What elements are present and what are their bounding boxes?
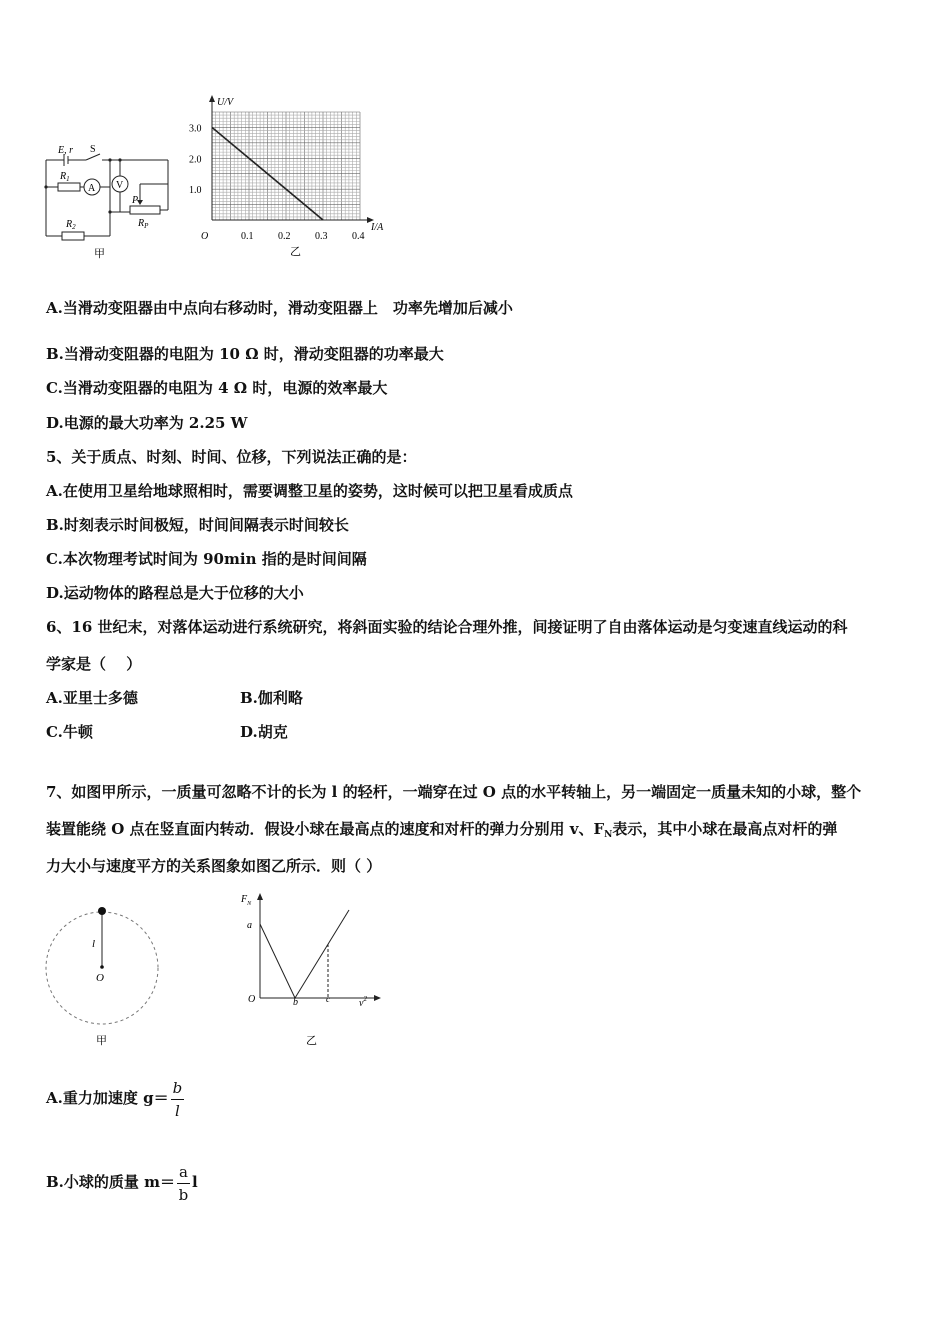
q6-option-c: C.牛顿 bbox=[46, 723, 93, 741]
q5-option-a: A.在使用卫星给地球照相时，需要调整卫星的姿势，这时候可以把卫星看成质点 bbox=[46, 482, 573, 500]
fraction-a-over-b: $\frac{a}{b}$ bbox=[178, 1162, 189, 1204]
y-tick-label: 1.0 bbox=[189, 185, 202, 197]
q5-option-b: B.时刻表示时间极短，时间间隔表示时间较长 bbox=[46, 516, 349, 534]
ammeter-label: A bbox=[88, 183, 96, 194]
y-axis-label: $F_N$ bbox=[241, 894, 252, 907]
figure-caption: 甲 bbox=[94, 248, 105, 260]
x-axis-label: I/A bbox=[371, 222, 384, 233]
b-label: b bbox=[293, 997, 298, 1008]
rod-circle-figure bbox=[44, 890, 169, 1052]
q4-option-a: A.当滑动变阻器由中点向右移动时，滑动变阻器上 功率先增加后减小 bbox=[46, 299, 513, 317]
q5-option-d: D.运动物体的路程总是大于位移的大小 bbox=[46, 584, 304, 602]
y-tick-label: 2.0 bbox=[189, 154, 202, 166]
x-tick-label: 0.2 bbox=[278, 231, 291, 242]
force-velocity-graph bbox=[235, 888, 385, 1050]
figure-caption: 乙 bbox=[306, 1035, 317, 1047]
x-tick-label: 0.1 bbox=[241, 231, 254, 242]
q6-option-a: A.亚里士多德 bbox=[46, 689, 138, 707]
a-label: a bbox=[247, 920, 252, 931]
voltmeter-label: V bbox=[116, 180, 124, 191]
c-label: c bbox=[326, 994, 330, 1004]
switch-label: S bbox=[90, 144, 96, 155]
y-axis-label: U/V bbox=[217, 97, 234, 108]
q7-stem-line2: 装置能绕 O 点在竖直面内转动．假设小球在最高点的速度和对杆的弹力分别用 v、$F_N$表示，其中小球在最高点对杆的弹 bbox=[46, 820, 838, 840]
q5-option-c: C.本次物理考试时间为 90min 指的是时间间隔 bbox=[46, 550, 367, 568]
x-tick-label: 0.4 bbox=[352, 231, 365, 242]
rod-label: l bbox=[92, 938, 96, 950]
source-label: E, r bbox=[58, 145, 73, 156]
fraction-b-over-l: $\frac{b}{l}$ bbox=[172, 1078, 183, 1120]
circuit-diagram bbox=[40, 140, 180, 265]
y-tick-label: 3.0 bbox=[189, 123, 202, 135]
x-tick-label: 0.3 bbox=[315, 231, 328, 242]
q4-option-c: C.当滑动变阻器的电阻为 4 Ω 时，电源的效率最大 bbox=[46, 379, 388, 397]
u-i-graph bbox=[185, 92, 400, 264]
q7-stem-line3: 力大小与速度平方的关系图象如图乙所示．则（ ） bbox=[46, 857, 382, 875]
rheostat-label: $R_P$ bbox=[138, 218, 149, 230]
q7-stem-line1: 7、如图甲所示，一质量可忽略不计的长为 l 的轻杆，一端穿在过 O 点的水平转轴上，另一端固定一质量未知的小球，整个 bbox=[46, 783, 862, 801]
q5-stem: 5、关于质点、时刻、时间、位移，下列说法正确的是： bbox=[46, 448, 417, 466]
q6-option-b: B.伽利略 bbox=[240, 689, 303, 707]
r1-label: $R_1$ bbox=[60, 171, 70, 183]
q6-stem-line2: 学家是（ ） bbox=[46, 655, 142, 673]
q4-option-b: B.当滑动变阻器的电阻为 10 Ω 时，滑动变阻器的功率最大 bbox=[46, 345, 444, 363]
q7-option-a: A.重力加速度 g＝ $\frac{b}{l}$ bbox=[46, 1078, 183, 1120]
q7-option-b: B.小球的质量 m＝ $\frac{a}{b}$ l bbox=[46, 1162, 198, 1204]
x-axis-label: $v^2$ bbox=[359, 995, 367, 1009]
center-label: O bbox=[96, 972, 104, 984]
q6-option-d: D.胡克 bbox=[240, 723, 288, 741]
figure-caption: 乙 bbox=[290, 246, 301, 258]
r2-label: $R_2$ bbox=[66, 219, 76, 231]
figure-caption: 甲 bbox=[96, 1035, 107, 1047]
origin-label: O bbox=[248, 994, 256, 1005]
origin-label: O bbox=[201, 231, 209, 242]
slider-label: P bbox=[132, 195, 139, 206]
q4-option-d: D.电源的最大功率为 2.25 W bbox=[46, 414, 248, 432]
q6-stem-line1: 6、16 世纪末，对落体运动进行系统研究，将斜面实验的结论合理外推，间接证明了自由落体运动是匀变速直线运动的科 bbox=[46, 618, 848, 636]
